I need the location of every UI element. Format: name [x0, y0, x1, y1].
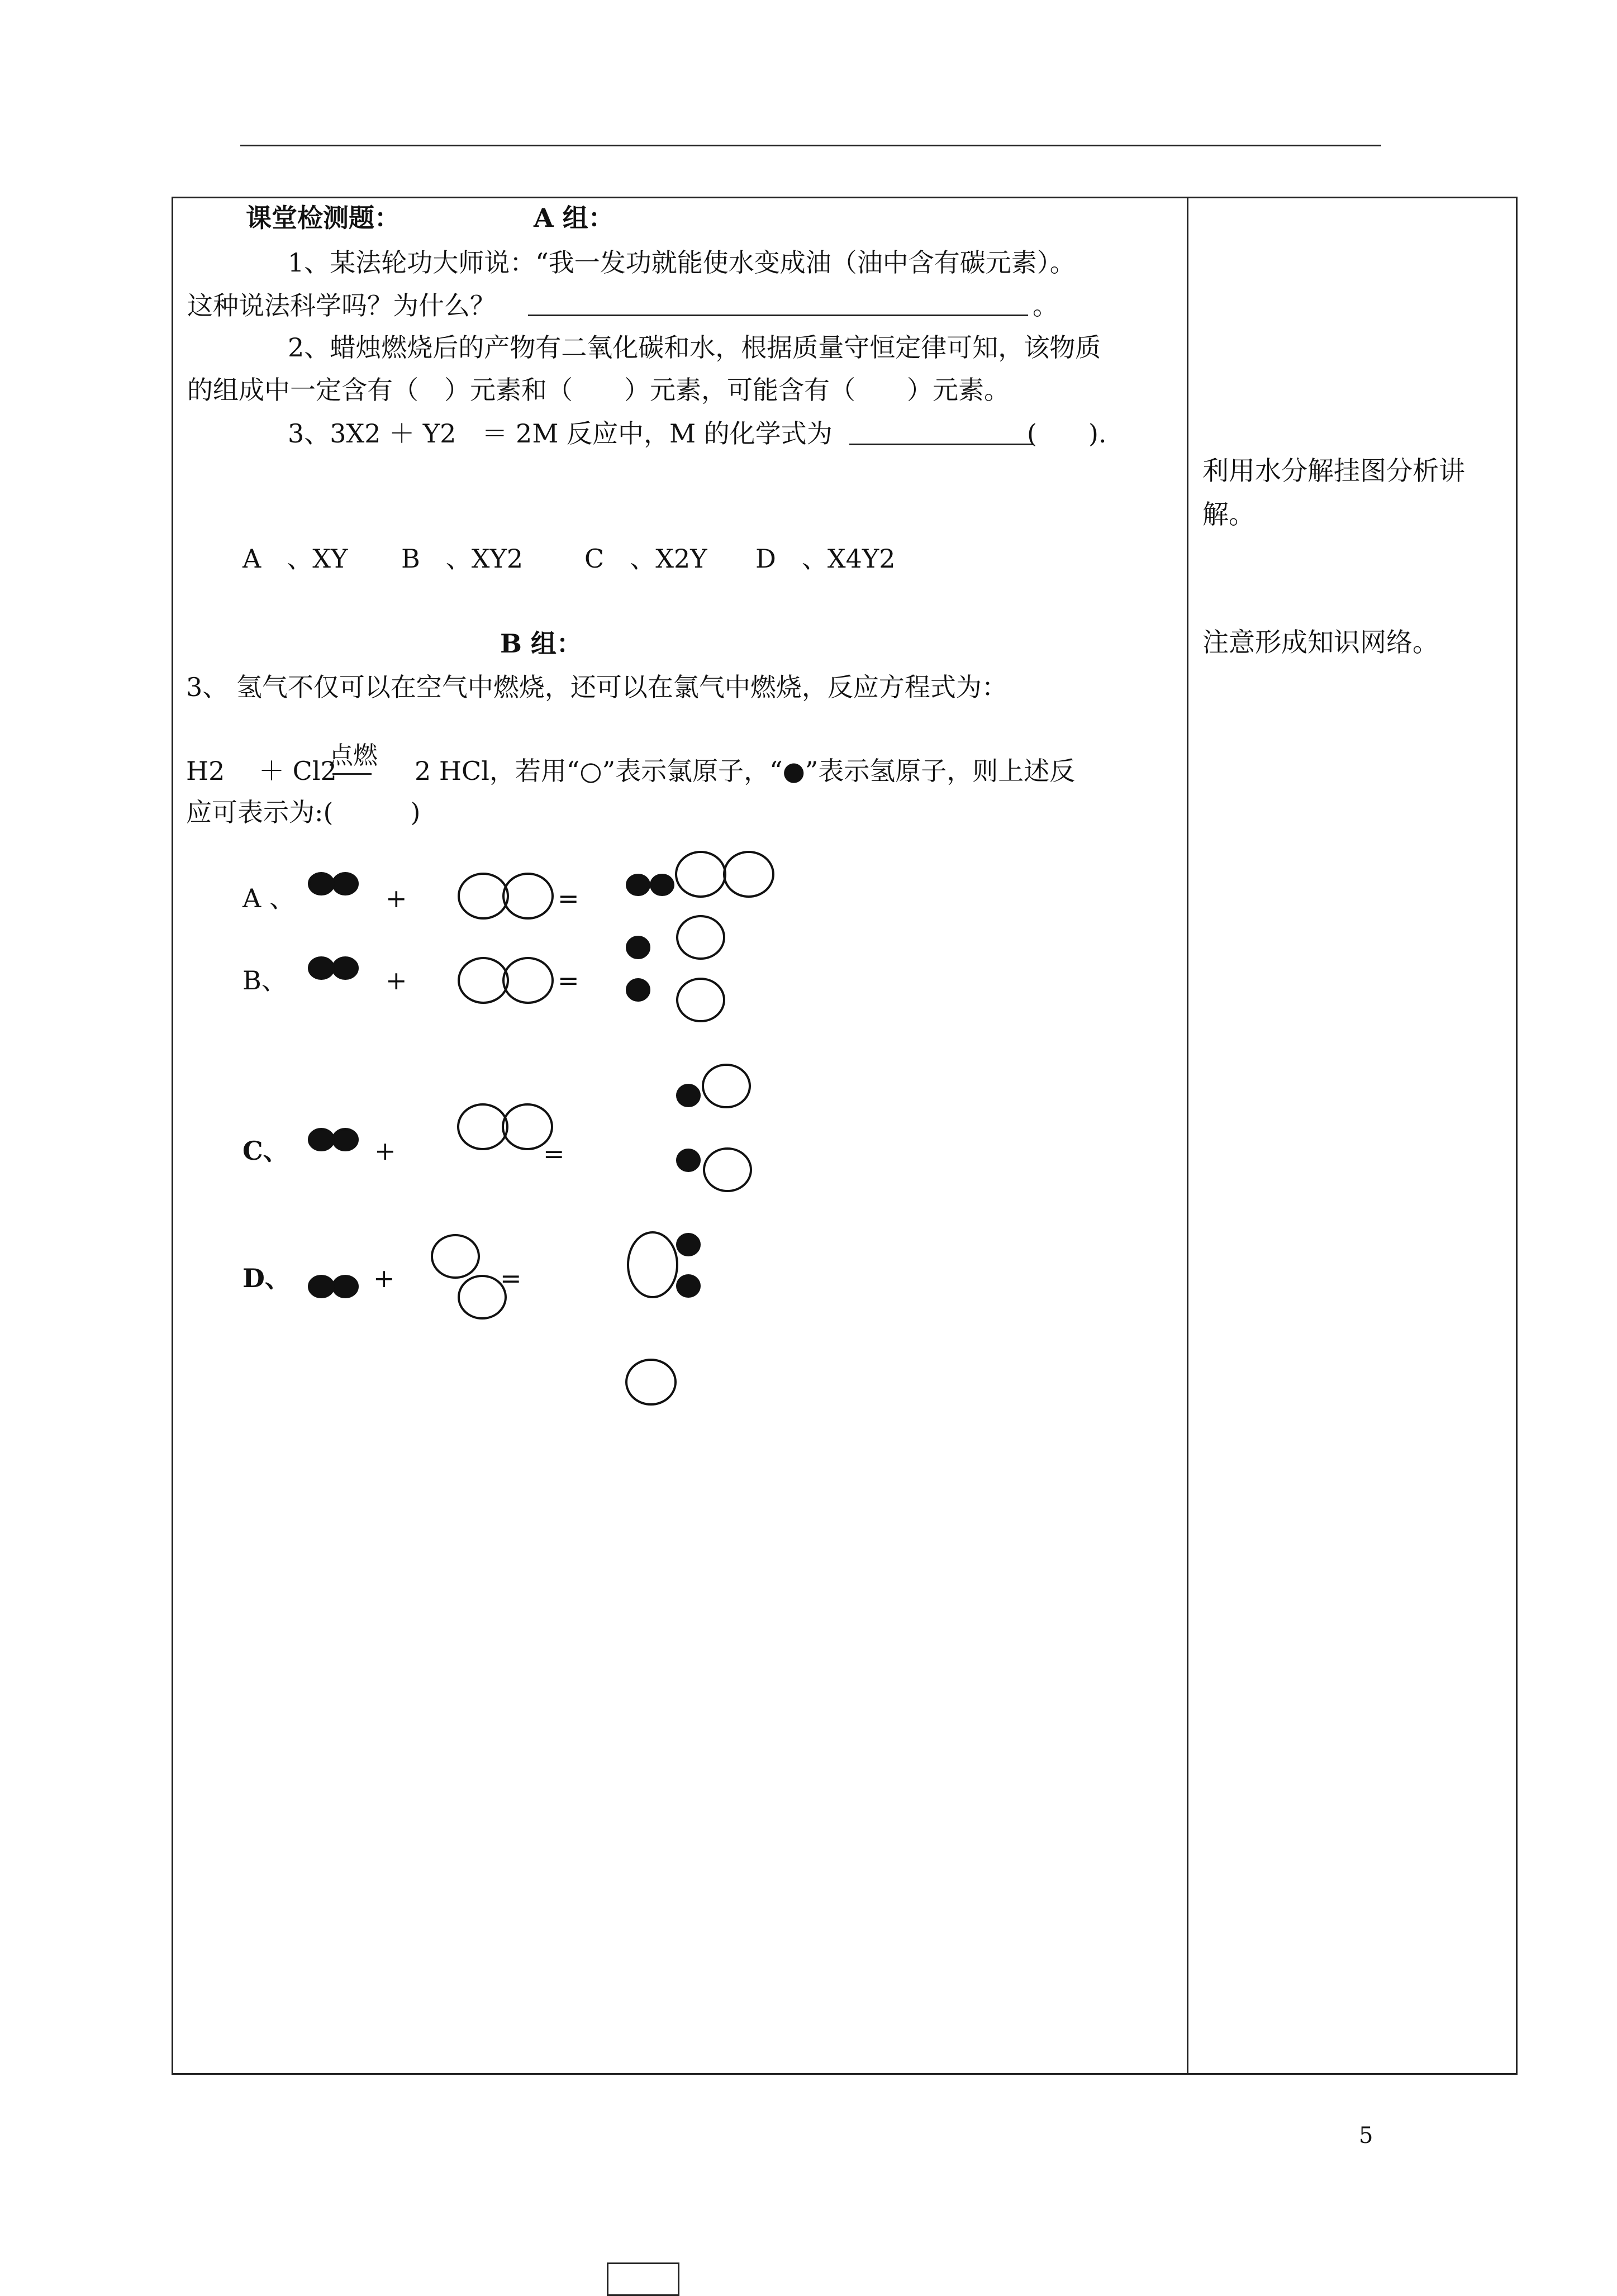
equals-sign-c: =: [543, 1139, 565, 1169]
group-b-label: B 组：: [500, 628, 582, 659]
choice-a-label: A 、: [242, 883, 295, 913]
option-b: B 、XY2: [401, 544, 524, 574]
qb-line3: 应可表示为:( ): [186, 797, 421, 827]
teacher-note-1: 利用水分解挂图分析讲解。: [1202, 456, 1465, 530]
plus-sign-a: +: [386, 883, 407, 913]
section-heading: 课堂检测题：: [246, 203, 400, 233]
q1-line1: 1、某法轮功大师说：“我一发功就能使水变成油（油中含有碳元素）。: [288, 247, 1076, 278]
choice-d-diagram: [309, 1232, 700, 1404]
equation-left: H2 ＋ Cl2: [186, 756, 337, 786]
choice-c-label: C、: [242, 1136, 289, 1166]
choice-a-diagram: [309, 852, 773, 918]
choice-c-diagram: [309, 1065, 751, 1191]
teacher-note-2: 注意形成知识网络。: [1202, 627, 1439, 658]
choice-b-label: B、: [242, 965, 287, 995]
plus-sign-d: +: [373, 1263, 395, 1293]
plus-sign-c: +: [374, 1136, 396, 1166]
group-a-label: A 组：: [534, 203, 614, 233]
plus-sign-b: +: [386, 965, 407, 995]
equals-sign-b: =: [558, 965, 579, 995]
q1-end: 。: [1033, 290, 1058, 321]
qb-line1: 3、 氢气不仅可以在空气中燃烧，还可以在氯气中燃烧，反应方程式为：: [186, 672, 1007, 702]
option-d: D 、X4Y2: [755, 544, 896, 574]
q2-line2: 的组成中一定含有（ ）元素和（ ）元素，可能含有（ ）元素。: [187, 375, 1010, 405]
footer-box: [607, 2262, 679, 2296]
reaction-condition: 点燃: [329, 741, 378, 770]
choice-b-diagram: [309, 916, 724, 1021]
q1-line2: 这种说法科学吗？为什么？: [187, 290, 496, 321]
equation-right: 2 HCl，若用“○”表示氯原子，“●”表示氢原子，则上述反: [415, 756, 1076, 786]
equals-sign-a: =: [558, 883, 579, 913]
q3-text: 3、3X2 ＋ Y2 ＝ 2M 反应中，M 的化学式为: [288, 418, 833, 449]
choice-d-label: D、: [242, 1263, 291, 1293]
option-a: A 、XY: [242, 544, 348, 574]
q2-line1: 2、蜡烛燃烧后的产物有二氧化碳和水，根据质量守恒定律可知，该物质: [288, 332, 1101, 363]
option-c: C 、X2Y: [584, 544, 707, 574]
page-number: 5: [1359, 2123, 1373, 2149]
q3-paren: ( ).: [1027, 418, 1107, 449]
equals-sign-d: =: [500, 1263, 522, 1293]
